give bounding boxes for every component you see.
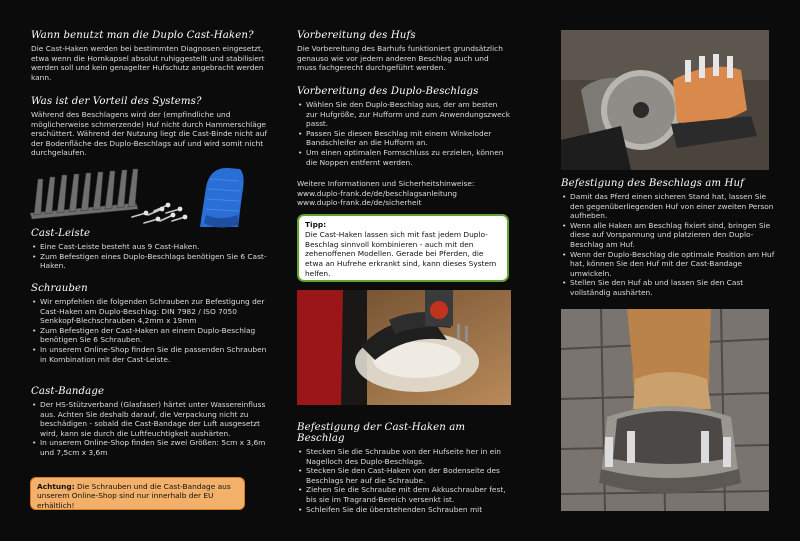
drilling-photo bbox=[297, 290, 511, 405]
section-cast-strip bbox=[31, 228, 271, 271]
section-attach-hooks bbox=[297, 422, 511, 514]
list-item: • Stellen Sie den Huf ab und lassen Sie den Cast vollständig aushärten. bbox=[561, 278, 777, 297]
warning-label: Achtung: bbox=[37, 482, 75, 491]
heading-advantage: Was ist der Vorteil des Systems? bbox=[31, 96, 202, 107]
link-instructions[interactable]: www.duplo-frank.de/de/beschlagsanleitung bbox=[297, 188, 457, 198]
heading-attach-hooks: Befestigung der Cast-Haken am Beschlag bbox=[297, 422, 466, 444]
text-advantage: Während des Beschlagens wird der (empfindliche und möglicherweise schmerzende) Huf nicht durch Hammerschläge erschüttert. Während der Nutzung liegt die Cast-Binde nicht auf der Bodenfläche des Duplo-Beschlags auf und wird somit nicht durchgelaufen. bbox=[31, 110, 268, 158]
text-when: Die Cast-Haken werden bei bestimmten Diagnosen eingesetzt, etwa wenn die Hornkapsel absolut ruhiggestellt und stabilisiert werden soll und kein genagelter Hufschutz angebracht werden kann. bbox=[31, 44, 265, 82]
hoof-photo bbox=[561, 309, 769, 511]
list-shoe-prep bbox=[297, 100, 511, 167]
list-item: • Wir empfehlen die folgenden Schrauben zur Befestigung der Cast-Haken am Duplo-Beschlag: DIN 7982 / ISO 7050 Senkkopf-Blechschrauben 4,2mm x 19mm bbox=[31, 297, 271, 326]
tip-title: Tipp: bbox=[305, 220, 327, 229]
hoof-illustration bbox=[561, 309, 769, 511]
section-advantage bbox=[31, 96, 271, 158]
product-image bbox=[28, 165, 258, 235]
list-cast-strip bbox=[31, 242, 271, 271]
list-screws bbox=[31, 297, 271, 364]
list-item: • In unserem Online-Shop finden Sie die passenden Schrauben in Kombination mit der Cast-Leiste. bbox=[31, 345, 271, 364]
heading-cast-strip: Cast-Leiste bbox=[31, 228, 91, 239]
text-hoof-prep: Die Vorbereitung des Barhufs funktioniert grundsätzlich genauso wie vor jedem anderen Beschlag auch und muss fachgerecht durchgeführt werden. bbox=[297, 44, 503, 73]
warning-text: Die Schrauben und die Cast-Bandage aus unserem Online-Shop sind nur innerhalb der EU erhältlich! bbox=[37, 482, 231, 510]
cast-products-illustration bbox=[28, 165, 258, 235]
info-links bbox=[297, 179, 511, 208]
heading-shoe-prep: Vorbereitung des Duplo-Beschlags bbox=[297, 86, 479, 97]
list-item: • Wenn alle Haken am Beschlag fixiert sind, bringen Sie diese auf Vorspannung und platzieren den Duplo-Beschlag am Huf. bbox=[561, 221, 777, 250]
list-item: • Damit das Pferd einen sicheren Stand hat, lassen Sie den gegenüberliegenden Huf von einer zweiten Person aufheben. bbox=[561, 192, 777, 221]
section-hoof-prep bbox=[297, 30, 509, 73]
list-item: • In unserem Online-Shop finden Sie zwei Größen: 5cm x 3,6m und 7,5cm x 3,6m bbox=[31, 438, 271, 457]
list-item: • Eine Cast-Leiste besteht aus 9 Cast-Haken. bbox=[31, 242, 271, 252]
list-item: • Wählen Sie den Duplo-Beschlag aus, der am besten zur Hufgröße, zur Hufform und zum Anwendungszweck passt. bbox=[297, 100, 511, 129]
list-item: • Passen Sie diesen Beschlag mit einem Winkeloder Bandschleifer an die Hufform an. bbox=[297, 129, 511, 148]
link-safety[interactable]: www.duplo-frank.de/de/sicherheit bbox=[297, 198, 422, 208]
section-cast-bandage bbox=[31, 386, 271, 458]
list-attach-hooks bbox=[297, 447, 511, 514]
list-item: • Stecken Sie die Schraube von der Hufseite her in ein Nagelloch des Duplo-Beschlags. bbox=[297, 447, 511, 466]
section-shoe-prep bbox=[297, 86, 511, 167]
info-label: Weitere Informationen und Sicherheitshinweise: bbox=[297, 179, 475, 188]
list-item: • Wenn der Duplo-Beschlag die optimale Position am Huf hat, können Sie den Huf mit der Cast-Bandage umwickeln. bbox=[561, 250, 777, 279]
tip-text: Die Cast-Haken lassen sich mit fast jedem Duplo-Beschlag sinnvoll kombinieren - auch mit den zehenoffenen Modellen. Gerade bei Pferden, die etwa an Hufrehe erkrankt sind, kann dieses System helfen. bbox=[305, 229, 497, 278]
heading-screws: Schrauben bbox=[31, 283, 88, 294]
list-item: • Ziehen Sie die Schraube mit dem Akkuschrauber fest, bis sie im Tragrand-Bereich versenkt ist. bbox=[297, 485, 511, 504]
heading-attach-shoe: Befestigung des Beschlags am Huf bbox=[561, 178, 745, 189]
list-item: • Zum Befestigen der Cast-Haken an einem Duplo-Beschlag benötigen Sie 6 Schrauben. bbox=[31, 326, 271, 345]
warning-note bbox=[30, 477, 245, 510]
grinding-illustration bbox=[561, 30, 769, 170]
list-item: • Der HS-Stützverband (Glasfaser) härtet unter Wassereinfluss aus. Achten Sie deshalb darauf, die Verpackung nicht zu beschädigen - sobald die Cast-Bandage der Luft ausgesetzt wird, kann sie durch die Luftfeuchtigkeit aushärten. bbox=[31, 400, 271, 438]
drilling-illustration bbox=[297, 290, 511, 405]
tip-note bbox=[297, 214, 509, 282]
list-item: • Stecken Sie den Cast-Haken von der Bodenseite des Beschlags her auf die Schraube. bbox=[297, 466, 511, 485]
list-item: • Um einen optimalen Formschluss zu erzielen, können die Noppen entfernt werden. bbox=[297, 148, 511, 167]
list-cast-bandage bbox=[31, 400, 271, 458]
section-attach-shoe bbox=[561, 178, 777, 298]
section-when bbox=[31, 30, 271, 82]
list-attach-shoe bbox=[561, 192, 777, 298]
heading-when: Wann benutzt man die Duplo Cast-Haken? bbox=[31, 30, 254, 41]
section-screws bbox=[31, 283, 271, 364]
grinding-photo bbox=[561, 30, 769, 170]
list-item: • Schleifen Sie die überstehenden Schrauben mit bbox=[297, 505, 511, 515]
heading-cast-bandage: Cast-Bandage bbox=[31, 386, 105, 397]
heading-hoof-prep: Vorbereitung des Hufs bbox=[297, 30, 416, 41]
list-item: • Zum Befestigen eines Duplo-Beschlags benötigen Sie 6 Cast-Haken. bbox=[31, 252, 271, 271]
